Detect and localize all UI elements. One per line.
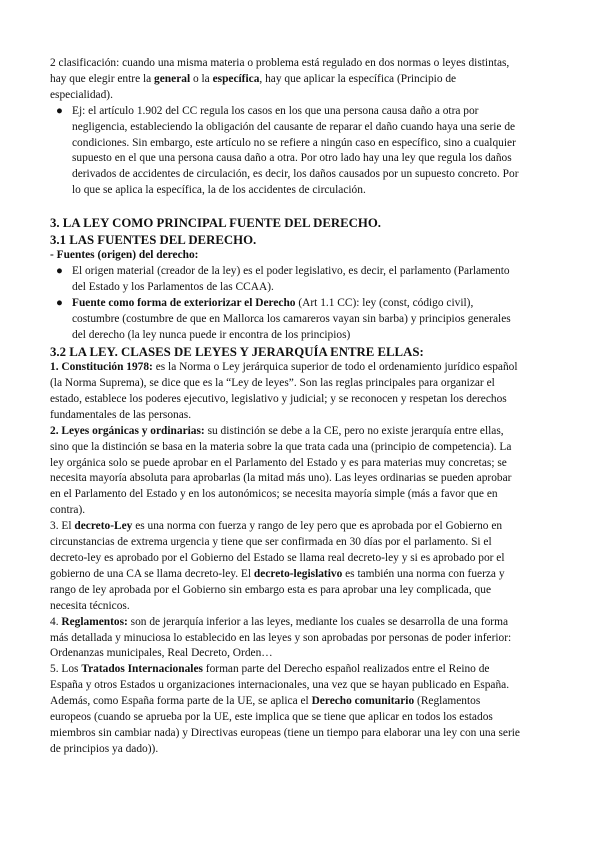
section-heading-3-2: 3.2 LA LEY. CLASES DE LEYES Y JERARQUÍA ENTRE ELLAS: (50, 344, 424, 359)
intro-bold-general: general (154, 72, 191, 85)
fuentes-label (50, 248, 520, 264)
paragraph-bold: Tratados Internacionales (81, 663, 203, 676)
paragraph-text: 3. El (50, 520, 75, 533)
fuentes-item-text: El origen material (creador de la ley) es el poder legislativo, es decir, el parlamento (Parlamento del Estado y los Parlamentos de las CCAA). (72, 265, 510, 293)
paragraph-leyes-organicas (50, 424, 520, 519)
paragraph-text: es una norma con fuerza y rango de ley pero que es aprobada por el Gobierno en circunstancias de extrema urgencia y tiene que ser confirmada en 30 días por el parlamento. Si el decreto-ley es aprobado por el Gobierno del Estado se llama real decreto-ley y si es aprobado por el gobierno de una CA se llama decreto-ley. El (50, 520, 505, 580)
intro-text: o la (190, 72, 213, 85)
list-item (50, 264, 520, 296)
paragraph-bold: decreto-legislativo (253, 567, 343, 580)
intro-text: , hay que aplicar la específica (Principio de especialidad). (50, 72, 457, 101)
paragraph-text: 5. Los (50, 663, 82, 676)
paragraph-text: es la Norma o Ley jerárquica superior de todo el ordenamiento jurídico español (la Norma Suprema), se dice que es la “Ley de leyes”. Son las reglas principales para organizar el estado, establece los poderes ejecutivo, legislativo y judicial; y se reconocen y respetan los derechos fundamentales de las personas. (50, 361, 518, 421)
paragraph-text: su distinción se debe a la CE, pero no existe jerarquía entre ellas, sino que la distinción se basa en la materia sobre la que trata cada una (principio de competencia). La ley orgánica solo se puede aprobar en el Parlamento del Estado y es para materias muy concretas; se necesita mayoría absoluta para aprobarlas (la mitad más uno). Las leyes ordinarias se pueden aprobar en el Parlamento del Estado y en los autonómicos; se necesita mayoría simple (más a favor que en contra). (50, 424, 512, 517)
intro-paragraph (50, 56, 520, 104)
fuentes-label-text: - Fuentes (origen) del derecho: (50, 249, 199, 262)
paragraph-text: 4. (50, 615, 62, 628)
paragraph-bold: 1. Constitución 1978: (50, 361, 153, 374)
paragraph-text: forman parte del Derecho español realizados entre el Reino de España y otros Estados u organizaciones internacionales, una vez que se hayan publicado en España. Además, como España forma parte de la UE, se aplica el (50, 663, 510, 708)
list-item (50, 296, 520, 344)
paragraph-bold: 2. Leyes orgánicas y ordinarias: (50, 424, 205, 437)
example-text: Ej: el artículo 1.902 del CC regula los casos en los que una persona causa daño a otra por negligencia, estableciendo la obligación del causante de reparar el daño cuando haya una serie de condiciones. Sin embargo, este artículo no se refiere a ningún caso en específico, sino a cualquier supuesto en el que una persona causa daño a otra. Por otro lado hay una ley que regula los daños derivados de accidentes de circulación, es decir, los daños causados por un supuesto concreto. Por lo que se aplica la específica, la de los accidentes de circulación. (72, 104, 519, 197)
fuentes-list (50, 264, 520, 344)
fuentes-item-bold: Fuente como forma de exteriorizar el Derecho (72, 296, 296, 309)
paragraph-text: son de jerarquía inferior a las leyes, mediante los cuales se desarrolla de una forma más detallada y minuciosa lo establecido en las leyes y son aprobadas por personas de poder inferior: Ordenanzas municipales, Real Decreto, Orden… (50, 615, 512, 660)
bullet-icon: ● (56, 296, 63, 309)
document-page (50, 56, 520, 758)
section-heading-3-1: 3.1 LAS FUENTES DEL DERECHO. (50, 232, 257, 247)
paragraph-text: (Reglamentos europeos (cuando se aprueba por la UE, este implica que se tiene que aplicar en todos los estados miembros sin cambiar nada) y Directivas europeas (tiene un tiempo para elaborar una ley con una serie de principios ya dado)). (50, 695, 520, 755)
intro-bold-especifica: específica (212, 72, 260, 85)
paragraph-bold: Reglamentos: (61, 615, 128, 628)
paragraph-decreto-ley (50, 519, 520, 614)
bullet-icon: ● (56, 265, 63, 278)
example-list (50, 104, 520, 199)
paragraph-bold: Derecho comunitario (311, 695, 415, 708)
paragraph-tratados (50, 662, 520, 757)
paragraph-bold: decreto-Ley (74, 520, 133, 533)
paragraph-reglamentos (50, 615, 520, 663)
paragraph-text: es también una norma con fuerza y rango de ley aprobada por el Gobierno sin embargo esta es para aprobar una ley complicada, que necesita técnicos. (50, 567, 505, 612)
intro-text: 2 clasificación: cuando una misma materia o problema está regulado en dos normas o leyes distintas, hay que elegir entre la (50, 57, 510, 85)
section-heading-3: 3. LA LEY COMO PRINCIPAL FUENTE DEL DERECHO. (50, 216, 381, 231)
list-item (50, 104, 520, 199)
fuentes-item-text: (Art 1.1 CC): ley (const, código civil), costumbre (costumbre de que en Mallorca los camareros vayan sin barba) y principios generales del derecho (la ley nunca puede ir encontra de los principios) (72, 296, 511, 341)
bullet-icon: ● (56, 104, 63, 117)
paragraph-constitucion (50, 360, 520, 424)
